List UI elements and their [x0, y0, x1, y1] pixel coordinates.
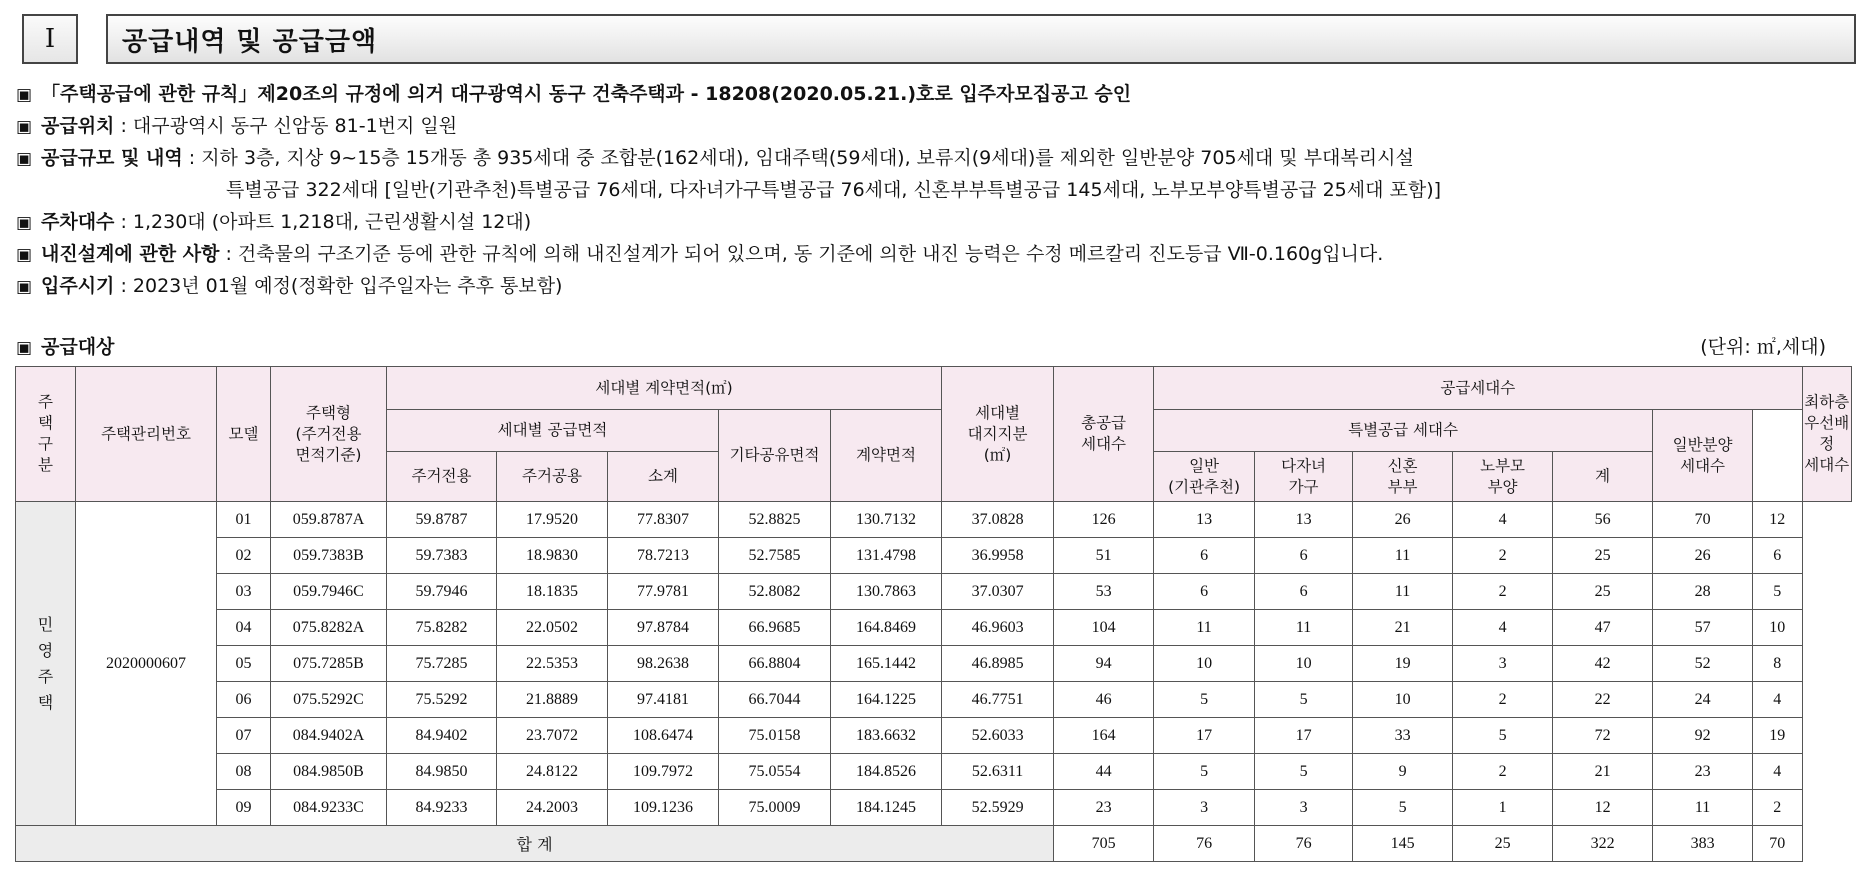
- table-cell: 97.4181: [608, 682, 719, 718]
- table-cell: 5: [1753, 574, 1802, 610]
- location-value: : 대구광역시 동구 신암동 81-1번지 일원: [114, 115, 458, 137]
- table-cell: 075.5292C: [271, 682, 387, 718]
- table-cell: 53: [1054, 574, 1154, 610]
- section-header: [22, 14, 1856, 62]
- table-cell: 2: [1453, 574, 1553, 610]
- table-cell: 04: [217, 610, 271, 646]
- table-cell: 8: [1753, 646, 1802, 682]
- unit-note: (단위: ㎡,세대): [1700, 336, 1826, 358]
- bullet-square-icon: ▣: [16, 149, 33, 169]
- table-cell: 08: [217, 754, 271, 790]
- table-cell: 46.8985: [942, 646, 1054, 682]
- seismic-label: 내진설계에 관한 사항: [41, 243, 220, 265]
- table-cell: 6: [1753, 538, 1802, 574]
- table-cell: 25: [1553, 538, 1653, 574]
- table-cell: 24: [1653, 682, 1753, 718]
- seismic-value: : 건축물의 구조기준 등에 관한 규칙에 의해 내진설계가 되어 있으며, 동 기준에 의한 내진 능력은 수정 메르칼리 진도등급 Ⅶ-0.160g입니다.: [219, 243, 1384, 265]
- table-cell: 52.5929: [942, 790, 1054, 826]
- table-cell: 075.7285B: [271, 646, 387, 682]
- table-cell: 28: [1653, 574, 1753, 610]
- total-cell: 383: [1653, 826, 1753, 862]
- movein-label: 입주시기: [41, 275, 115, 297]
- table-cell: 3: [1154, 790, 1255, 826]
- table-cell: 52: [1653, 646, 1753, 682]
- table-cell: 21: [1553, 754, 1653, 790]
- total-cell: 705: [1054, 826, 1154, 862]
- table-cell: 12: [1753, 502, 1802, 538]
- table-cell: 24.2003: [497, 790, 608, 826]
- table-cell: 084.9850B: [271, 754, 387, 790]
- table-cell: 17: [1154, 718, 1255, 754]
- table-cell: 6: [1255, 538, 1353, 574]
- table-cell: 10: [1154, 646, 1255, 682]
- info-bullets: [16, 78, 1856, 302]
- bullet-square-icon: ▣: [16, 213, 33, 233]
- table-cell: 5: [1255, 682, 1353, 718]
- table-cell: 24.8122: [497, 754, 608, 790]
- bullet-square-icon: ▣: [16, 85, 33, 105]
- table-cell: 02: [217, 538, 271, 574]
- table-cell: 77.8307: [608, 502, 719, 538]
- table-cell: 19: [1753, 718, 1802, 754]
- section-number: Ⅰ: [22, 14, 78, 64]
- scale-label: 공급규모 및 내역: [41, 147, 183, 169]
- header-land-share: 세대별 대지지분 (㎡): [942, 367, 1054, 502]
- table-cell: 09: [217, 790, 271, 826]
- header-special-units: 특별공급 세대수: [1154, 410, 1653, 452]
- table-cell: 4: [1453, 502, 1553, 538]
- bullet-square-icon: ▣: [16, 277, 33, 297]
- table-cell: 184.8526: [831, 754, 942, 790]
- table-cell: 47: [1553, 610, 1653, 646]
- table-cell: 94: [1054, 646, 1154, 682]
- table-cell: 84.9402: [387, 718, 497, 754]
- table-cell: 3: [1453, 646, 1553, 682]
- header-lowest-floor: 최하층 우선배정 세대수: [1802, 367, 1851, 502]
- table-cell: 52.8825: [719, 502, 831, 538]
- table-cell: 21: [1353, 610, 1453, 646]
- table-cell: 03: [217, 574, 271, 610]
- table-cell: 37.0828: [942, 502, 1054, 538]
- header-multi-child: 다자녀 가구: [1255, 452, 1353, 502]
- mgmt-no-cell: 2020000607: [76, 502, 217, 826]
- bullet-movein: [16, 270, 1856, 302]
- table-cell: 131.4798: [831, 538, 942, 574]
- header-contract: 계약면적: [831, 410, 942, 502]
- table-cell: 2: [1753, 790, 1802, 826]
- parking-value: : 1,230대 (아파트 1,218대, 근린생활시설 12대): [114, 211, 532, 233]
- table-cell: 109.7972: [608, 754, 719, 790]
- table-cell: 126: [1054, 502, 1154, 538]
- header-mgmt-no: 주택관리번호: [76, 367, 217, 502]
- table-row: [16, 574, 1852, 610]
- total-row: [16, 826, 1852, 862]
- table-cell: 130.7863: [831, 574, 942, 610]
- table-cell: 46.7751: [942, 682, 1054, 718]
- approval-text: 「주택공급에 관한 규칙」제20조의 규정에 의거 대구광역시 동구 건축주택과 - 18208(2020.05.21.)호로 입주자모집공고 승인: [41, 83, 1132, 105]
- table-cell: 59.8787: [387, 502, 497, 538]
- table-cell: 165.1442: [831, 646, 942, 682]
- table-cell: 72: [1553, 718, 1653, 754]
- table-cell: 11: [1353, 538, 1453, 574]
- table-cell: 5: [1154, 754, 1255, 790]
- table-cell: 66.9685: [719, 610, 831, 646]
- bullet-square-icon: ▣: [16, 338, 33, 358]
- header-exclusive: 주거전용: [387, 452, 497, 502]
- table-cell: 66.7044: [719, 682, 831, 718]
- table-cell: 11: [1353, 574, 1453, 610]
- table-cell: 05: [217, 646, 271, 682]
- supply-table: [15, 366, 1852, 862]
- table-cell: 10: [1255, 646, 1353, 682]
- header-supply-area: 세대별 공급면적: [387, 410, 719, 452]
- total-cell: 322: [1553, 826, 1653, 862]
- table-cell: 059.7946C: [271, 574, 387, 610]
- table-cell: 75.0554: [719, 754, 831, 790]
- table-cell: 36.9958: [942, 538, 1054, 574]
- table-cell: 059.7383B: [271, 538, 387, 574]
- table-cell: 18.9830: [497, 538, 608, 574]
- table-body: [16, 502, 1852, 862]
- table-cell: 108.6474: [608, 718, 719, 754]
- table-cell: 57: [1653, 610, 1753, 646]
- parking-label: 주차대수: [41, 211, 115, 233]
- table-cell: 75.5292: [387, 682, 497, 718]
- table-cell: 3: [1255, 790, 1353, 826]
- table-cell: 2: [1453, 538, 1553, 574]
- table-cell: 21.8889: [497, 682, 608, 718]
- table-cell: 77.9781: [608, 574, 719, 610]
- table-cell: 56: [1553, 502, 1653, 538]
- scale-continued: 특별공급 322세대 [일반(기관추천)특별공급 76세대, 다자녀가구특별공급 76세대, 신혼부부특별공급 145세대, 노부모부양특별공급 25세대 포함)]: [226, 179, 1442, 201]
- bullet-approval: [16, 78, 1856, 110]
- table-cell: 33: [1353, 718, 1453, 754]
- header-housing-div: 주 택 구 분: [16, 367, 76, 502]
- scale-value: : 지하 3층, 지상 9~15층 15개동 총 935세대 중 조합분(162세대), 임대주택(59세대), 보류지(9세대)를 제외한 일반분양 705세대 및 부대복리시설: [182, 147, 1414, 169]
- bullet-square-icon: ▣: [16, 245, 33, 265]
- table-cell: 26: [1353, 502, 1453, 538]
- header-elderly: 노부모 부양: [1453, 452, 1553, 502]
- table-cell: 23: [1653, 754, 1753, 790]
- table-cell: 5: [1453, 718, 1553, 754]
- table-cell: 22.5353: [497, 646, 608, 682]
- movein-value: : 2023년 01월 예정(정확한 입주일자는 추후 통보함): [114, 275, 563, 297]
- table-cell: 5: [1255, 754, 1353, 790]
- table-cell: 184.1245: [831, 790, 942, 826]
- total-cell: 76: [1154, 826, 1255, 862]
- bullet-location: [16, 110, 1856, 142]
- housing-div-cell: 민 영 주 택: [16, 502, 76, 826]
- total-cell: 25: [1453, 826, 1553, 862]
- table-cell: 42: [1553, 646, 1653, 682]
- table-cell: 52.7585: [719, 538, 831, 574]
- bullet-seismic: [16, 238, 1856, 270]
- table-cell: 084.9233C: [271, 790, 387, 826]
- table-cell: 164: [1054, 718, 1154, 754]
- table-cell: 6: [1154, 538, 1255, 574]
- table-cell: 164.8469: [831, 610, 942, 646]
- table-cell: 98.2638: [608, 646, 719, 682]
- table-cell: 12: [1553, 790, 1653, 826]
- table-cell: 44: [1054, 754, 1154, 790]
- table-cell: 46: [1054, 682, 1154, 718]
- table-cell: 6: [1154, 574, 1255, 610]
- table-cell: 10: [1753, 610, 1802, 646]
- table-cell: 75.0009: [719, 790, 831, 826]
- total-cell: 76: [1255, 826, 1353, 862]
- header-other-common: 기타공유면적: [719, 410, 831, 502]
- table-cell: 84.9233: [387, 790, 497, 826]
- table-cell: 97.8784: [608, 610, 719, 646]
- table-cell: 1: [1453, 790, 1553, 826]
- table-cell: 130.7132: [831, 502, 942, 538]
- header-general-inst: 일반 (기관추천): [1154, 452, 1255, 502]
- table-cell: 109.1236: [608, 790, 719, 826]
- section-title: 공급내역 및 공급금액: [106, 14, 1856, 64]
- table-cell: 06: [217, 682, 271, 718]
- table-cell: 075.8282A: [271, 610, 387, 646]
- table-row: [16, 790, 1852, 826]
- table-cell: 104: [1054, 610, 1154, 646]
- header-model: 모델: [217, 367, 271, 502]
- table-cell: 13: [1154, 502, 1255, 538]
- table-cell: 75.8282: [387, 610, 497, 646]
- table-cell: 18.1835: [497, 574, 608, 610]
- table-row: [16, 538, 1852, 574]
- table-cell: 084.9402A: [271, 718, 387, 754]
- table-cell: 25: [1553, 574, 1653, 610]
- table-cell: 78.7213: [608, 538, 719, 574]
- table-cell: 52.8082: [719, 574, 831, 610]
- header-subtotal: 소계: [608, 452, 719, 502]
- table-cell: 5: [1154, 682, 1255, 718]
- bullet-scale: [16, 142, 1856, 174]
- table-cell: 9: [1353, 754, 1453, 790]
- table-header: [16, 367, 1852, 502]
- table-cell: 07: [217, 718, 271, 754]
- table-cell: 37.0307: [942, 574, 1054, 610]
- table-cell: 11: [1255, 610, 1353, 646]
- table-row: [16, 610, 1852, 646]
- table-cell: 183.6632: [831, 718, 942, 754]
- bullet-square-icon: ▣: [16, 117, 33, 137]
- target-label: 공급대상: [41, 336, 115, 358]
- table-row: [16, 754, 1852, 790]
- total-label: 합 계: [16, 826, 1054, 862]
- table-cell: 23.7072: [497, 718, 608, 754]
- table-cell: 6: [1255, 574, 1353, 610]
- total-cell: 70: [1753, 826, 1802, 862]
- table-cell: 59.7946: [387, 574, 497, 610]
- table-row: [16, 502, 1852, 538]
- table-cell: 70: [1653, 502, 1753, 538]
- table-cell: 26: [1653, 538, 1753, 574]
- total-cell: 145: [1353, 826, 1453, 862]
- table-cell: 84.9850: [387, 754, 497, 790]
- table-cell: 4: [1753, 754, 1802, 790]
- target-label-wrap: [16, 332, 114, 359]
- table-cell: 92: [1653, 718, 1753, 754]
- table-cell: 11: [1653, 790, 1753, 826]
- header-total-supply: 총공급 세대수: [1054, 367, 1154, 502]
- table-cell: 4: [1453, 610, 1553, 646]
- table-cell: 75.0158: [719, 718, 831, 754]
- header-general-sale: 일반분양 세대수: [1653, 410, 1753, 502]
- table-cell: 5: [1353, 790, 1453, 826]
- table-cell: 4: [1753, 682, 1802, 718]
- table-cell: 52.6311: [942, 754, 1054, 790]
- header-sum: 계: [1553, 452, 1653, 502]
- table-cell: 164.1225: [831, 682, 942, 718]
- table-cell: 17.9520: [497, 502, 608, 538]
- table-cell: 22: [1553, 682, 1653, 718]
- table-cell: 01: [217, 502, 271, 538]
- bullet-parking: [16, 206, 1856, 238]
- table-cell: 059.8787A: [271, 502, 387, 538]
- table-cell: 22.0502: [497, 610, 608, 646]
- header-supply-units: 공급세대수: [1154, 367, 1802, 410]
- table-cell: 23: [1054, 790, 1154, 826]
- supply-target-heading: [16, 332, 1826, 359]
- table-cell: 52.6033: [942, 718, 1054, 754]
- table-cell: 10: [1353, 682, 1453, 718]
- header-common: 주거공용: [497, 452, 608, 502]
- header-housing-type: 주택형 (주거전용 면적기준): [271, 367, 387, 502]
- table-cell: 46.9603: [942, 610, 1054, 646]
- table-cell: 2: [1453, 754, 1553, 790]
- location-label: 공급위치: [41, 115, 115, 137]
- table-row: [16, 646, 1852, 682]
- table-cell: 59.7383: [387, 538, 497, 574]
- table-cell: 17: [1255, 718, 1353, 754]
- table-row: [16, 682, 1852, 718]
- table-cell: 75.7285: [387, 646, 497, 682]
- table-cell: 11: [1154, 610, 1255, 646]
- table-row: [16, 718, 1852, 754]
- table-cell: 66.8804: [719, 646, 831, 682]
- table-cell: 2: [1453, 682, 1553, 718]
- header-contract-area-group: 세대별 계약면적(㎡): [387, 367, 942, 410]
- table-cell: 13: [1255, 502, 1353, 538]
- table-cell: 19: [1353, 646, 1453, 682]
- table-cell: 51: [1054, 538, 1154, 574]
- header-newlywed: 신혼 부부: [1353, 452, 1453, 502]
